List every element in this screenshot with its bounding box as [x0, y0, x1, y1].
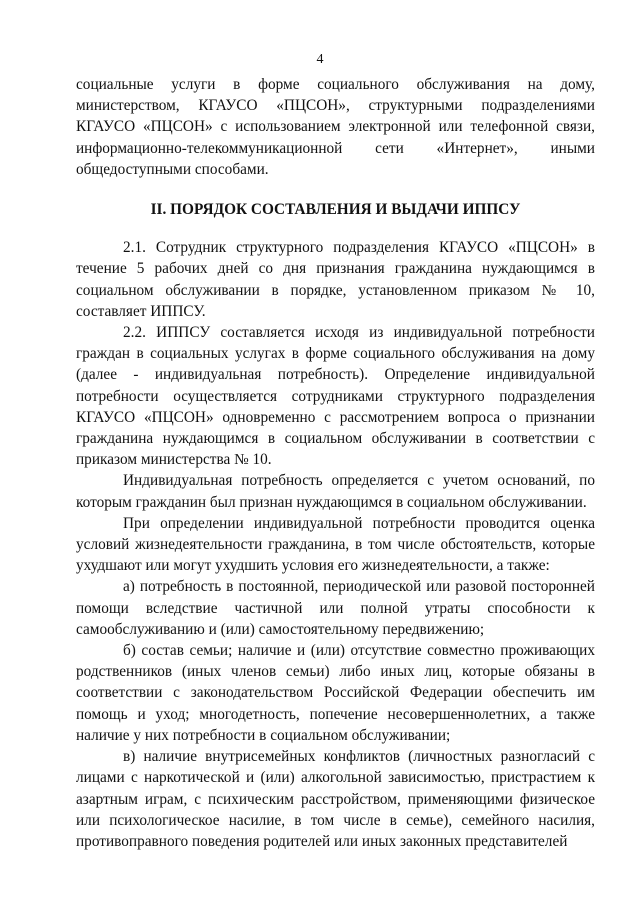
paragraph-2-1: 2.1. Сотрудник структурного подразделения КГАУСО «ПЦСОН» в течение 5 рабочих дней со дня признания гражданина нуждающимся в социальном обслуживании в порядке, установленном приказом № 10, составляет ИППСУ.	[76, 239, 595, 320]
section-heading: II. ПОРЯДОК СОСТАВЛЕНИЯ И ВЫДАЧИ ИППСУ	[150, 201, 521, 219]
paragraph-2-2: 2.2. ИППСУ составляется исходя из индивидуальной потребности граждан в социальных услугах в форме социального обслуживания на дому (далее - индивидуальная потребность). Определение индивидуальной потребности осуществляется сотрудниками структурного подразделения КГАУСО «ПЦСОН» одновременно с рассмотрением вопроса о признании гражданина нуждающимся в социальном обслуживании в соответствии с приказом министерства № 10.	[76, 324, 595, 469]
paragraph-continuation: социальные услуги в форме социального обслуживания на дому, министерством, КГАУСО «ПЦСОН», структурными подразделениями КГАУСО «ПЦСОН» с использованием электронной или телефонной связи, информационно-телекоммуникационной сети «Интернет», иными общедоступными способами.	[76, 76, 595, 178]
paragraph-individual-need: Индивидуальная потребность определяется с учетом оснований, по которым гражданин был признан нуждающимся в социальном обслуживании.	[76, 472, 595, 511]
list-item-a: а) потребность в постоянной, периодической или разовой посторонней помощи вследствие частичной или полной утраты способности к самообслуживанию и (или) самостоятельному передвижению;	[76, 578, 595, 638]
document-body	[76, 74, 595, 852]
list-item-b: б) состав семьи; наличие и (или) отсутствие совместно проживающих родственников (иных членов семьи) либо иных лиц, которые обязаны в соответствии с законодательством Российской Федерации обеспечить им помощь и уход; многодетность, попечение несовершеннолетних, а также наличие у них потребности в социальном обслуживании;	[76, 642, 595, 744]
list-item-c: в) наличие внутрисемейных конфликтов (личностных разногласий с лицами с наркотической и (или) алкогольной зависимостью, пристрастием к азартным играм, с психическим расстройством, применяющими физическое или психологическое насилие, в том числе в семье), семейного насилия, противоправного поведения родителей или иных законных представителей	[76, 748, 595, 850]
page-number: 4	[316, 52, 324, 67]
paragraph-assessment: При определении индивидуальной потребности проводится оценка условий жизнедеятельности гражданина, в том числе обстоятельств, которые ухудшают или могут ухудшить условия его жизнедеятельности, а также:	[76, 514, 595, 575]
